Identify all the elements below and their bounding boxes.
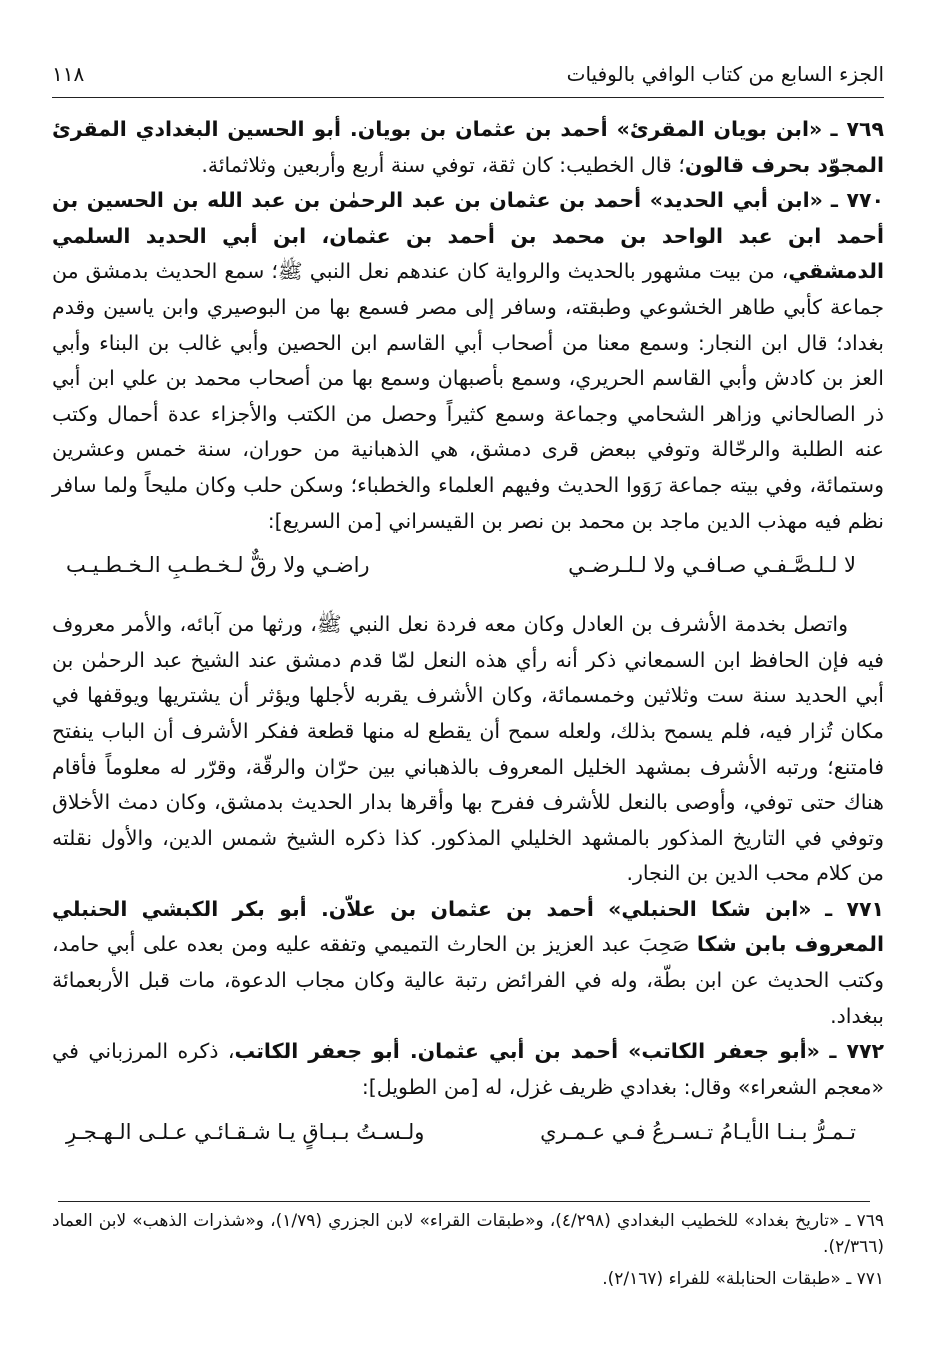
entry-770-continued: واتصل بخدمة الأشرف بن العادل وكان معه فردة نعل النبي ﷺ، ورثها من آبائه، والأمر معروف فيه فإن الحافظ ابن السمعاني ذكر أنه رأي هذه النعل لمّا قدم دمشق عند الشيخ عبد الرحمٰن بن أبي الحديد سنة ست وثلاثين وخمسمائة، وكان الأشرف يقربه لأجلها ويؤثر أن يشتريها ويوقفها في مكان تُزار فيه، فلم يسمح بذلك، ولعله سمح أن يقطع له منها قطعة ففكر الأشرف أن الباب ينفتح فامتنع؛ ورتبه الأشرف بمشهد الخليل المعروف بالذهباني بين حرّان والرقّة، وقرّر له معلوماً فأقام هناك حتى توفي، وأوصى بالنعل للأشرف ففرح بها وأقرها بدار الحديث بدمشق، وكان دمث الأخلاق وتوفي في التاريخ المذكور بالمشهد الخليلي المذكور. كذا ذكره الشيخ شمس الدين، والأول نقلته من كلام محب الدين بن النجار. <box>52 612 884 886</box>
entry-text: ، ذكره المرزباني في «معجم الشعراء» وقال: بغدادي ظريف غزل، له [من الطويل]: <box>52 1039 884 1099</box>
entry-769 <box>52 112 884 183</box>
entry-number: ٧٧٢ ـ <box>829 1039 884 1064</box>
entry-text: ؛ قال الخطيب: كان ثقة، توفي سنة أربع وأربعين وثلاثمائة. <box>201 152 685 177</box>
entry-771 <box>52 892 884 1034</box>
header-rule <box>52 97 884 98</box>
book-title: الجزء السابع من كتاب الوافي بالوفيات <box>566 62 884 86</box>
verse-line <box>52 539 884 593</box>
entry-770 <box>52 183 884 539</box>
entry-heading: «ابن بويان المقرئ» أحمد بن عثمان بن بويان. أبو الحسين البغدادي المقرئ المجوّد بحرف قالون <box>52 117 884 177</box>
running-header <box>52 52 884 96</box>
verse-line <box>52 1105 884 1159</box>
entry-772 <box>52 1034 884 1105</box>
footnote-771: ٧٧١ ـ «طبقات الحنابلة» للفراء (٢/١٦٧). <box>602 1269 884 1289</box>
verse-hemistich-first: تـمـرُّ بـنـا الأيـامُ تـسـرعُ فـي عـمـري <box>540 1119 856 1144</box>
footnote-769: ٧٦٩ ـ «تاريخ بغداد» للخطيب البغدادي (٤/٢٩٨)، و«طبقات القراء» لابن الجزري (١/٧٩)، و«شذرات الذهب» لابن العماد (٢/٣٦٦). <box>52 1211 884 1257</box>
footnotes <box>52 1208 884 1298</box>
footnote-rule <box>58 1201 870 1202</box>
main-text <box>52 112 884 1159</box>
verse-hemistich-second: ولـسـتُ بـبـاقٍ يـا شـقـائـي عـلـى الـهـجـرِ <box>66 1119 425 1144</box>
entry-number: ٧٦٩ ـ <box>830 117 884 141</box>
page-number: ١١٨ <box>52 62 85 86</box>
entry-text: ، من بيت مشهور بالحديث والرواية كان عندهم نعل النبي ﷺ؛ سمع الحديث بدمشق من جماعة كأبي طاهر الخشوعي وطبقته، وسافر إلى مصر فسمع بها من البوصيري وابن ياسين وقدم بغداد؛ قال ابن النجار: وسمع معنا من أصحاب أبي القاسم ابن الحصين وأبي غالب بن البناء وأبي العز بن كادش وأبي القاسم الحريري، وسمع بأصبهان وسمع بها من أصحاب محمد بن علي ابن أبي ذر الصالحاني وزاهر الشحامي وجماعة وسمع كثيراً وحصل من الكتب والأجزاء عدة أحمال وكتب عنه الطلبة والرحّالة وتوفي ببعض قرى دمشق، هي الذهبانية من حوران، سنة خمس وعشرين وستمائة، وفي بيته جماعة رَوَوا الحديث وفيهم العلماء والخطباء؛ وسكن حلب وكان مليحاً ولما سافر نظم فيه مهذب الدين ماجد بن محمد بن نصر بن القيسراني [من السريع]: <box>52 259 884 533</box>
entry-text: صَحِبَ عبد العزيز بن الحارث التميمي وتفقه عليه ومن بعده على أبي حامد، وكتب الحديث عن ابن بطّة، وله في الفرائض رتبة عالية وكان مجاب الدعوة، مات قبل الأربعمائة ببغداد. <box>52 932 884 1028</box>
entry-heading: «ابن شكا الحنبلي» أحمد بن عثمان بن علاّن. أبو بكر الكبشي الحنبلي المعروف بابن شكا <box>52 896 884 957</box>
entry-heading: «أبو جعفر الكاتب» أحمد بن أبي عثمان. أبو جعفر الكاتب <box>234 1039 820 1064</box>
entry-number: ٧٧٠ ـ <box>830 188 884 213</box>
verse-hemistich-first: لا لـلـصَّـفـي صـافـي ولا لـلـرضـي <box>568 553 856 578</box>
entry-heading: «ابن أبي الحديد» أحمد بن عثمان بن عبد الرحمٰن بن عبد الله بن الحسين بن أحمد ابن عبد الواحد بن محمد بن أحمد بن عثمان، ابن أبي الحديد السلمي الدمشقي <box>52 188 884 284</box>
verse-hemistich-second: راضـي ولا رقٌّ لـخـطـبِ الـخـطـيـب <box>66 553 370 578</box>
entry-number: ٧٧١ ـ <box>825 896 884 921</box>
